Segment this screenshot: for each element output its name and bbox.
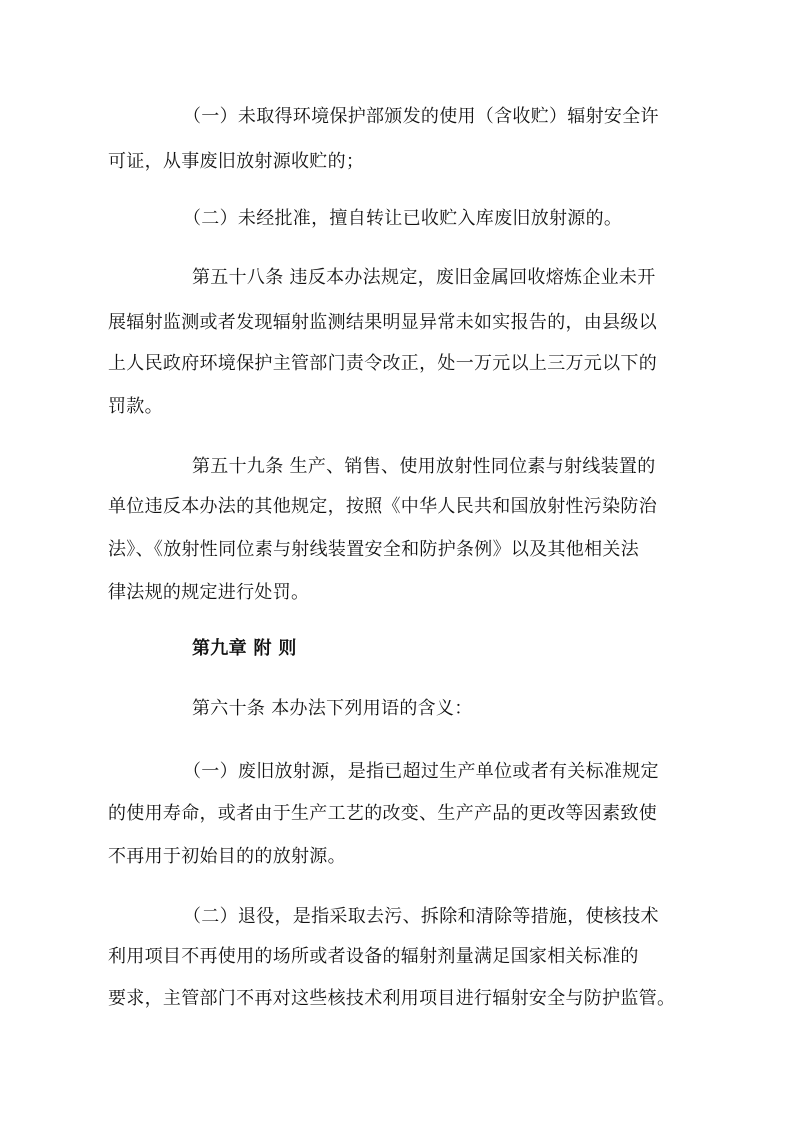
chapter-9-heading: 第九章 附 则 xyxy=(192,638,297,659)
article-59-line-2: 单位违反本办法的其他规定，按照《中华人民共和国放射性污染防治 xyxy=(108,496,657,517)
article-60-line: 第六十条 本办法下列用语的含义： xyxy=(192,698,473,719)
item-1-line-2: 可证，从事废旧放射源收贮的； xyxy=(108,151,365,172)
definition-2-line-2: 利用项目不再使用的场所或者设备的辐射剂量满足国家相关标准的 xyxy=(108,946,639,967)
article-58-line-3: 上人民政府环境保护主管部门责令改正，处一万元以上三万元以下的 xyxy=(108,353,657,374)
article-59-line-3: 法》、《放射性同位素与射线装置安全和防护条例》以及其他相关法 xyxy=(108,539,639,560)
item-1-line-1: （一）未取得环境保护部颁发的使用（含收贮）辐射安全许 xyxy=(183,106,659,127)
definition-2-line-1: （二）退役，是指采取去污、拆除和清除等措施，使核技术 xyxy=(183,906,659,927)
article-58-line-1: 第五十八条 违反本办法规定，废旧金属回收熔炼企业未开 xyxy=(192,267,656,288)
definition-1-line-3: 不再用于初始目的的放射源。 xyxy=(108,846,346,867)
article-59-line-1: 第五十九条 生产、销售、使用放射性同位素与射线装置的 xyxy=(192,456,656,477)
definition-1-line-1: （一）废旧放射源，是指已超过生产单位或者有关标准规定 xyxy=(183,761,659,782)
definition-2-line-3: 要求，主管部门不再对这些核技术利用项目进行辐射安全与防护监管。 xyxy=(108,988,676,1009)
article-58-line-2: 展辐射监测或者发现辐射监测结果明显异常未如实报告的，由县级以 xyxy=(108,312,657,333)
definition-1-line-2: 的使用寿命，或者由于生产工艺的改变、生产产品的更改等因素致使 xyxy=(108,803,657,824)
article-58-line-4: 罚款。 xyxy=(108,396,163,417)
item-2-line: （二）未经批准，擅自转让已收贮入库废旧放射源的。 xyxy=(183,208,623,229)
article-59-line-4: 律法规的规定进行处罚。 xyxy=(108,582,310,603)
